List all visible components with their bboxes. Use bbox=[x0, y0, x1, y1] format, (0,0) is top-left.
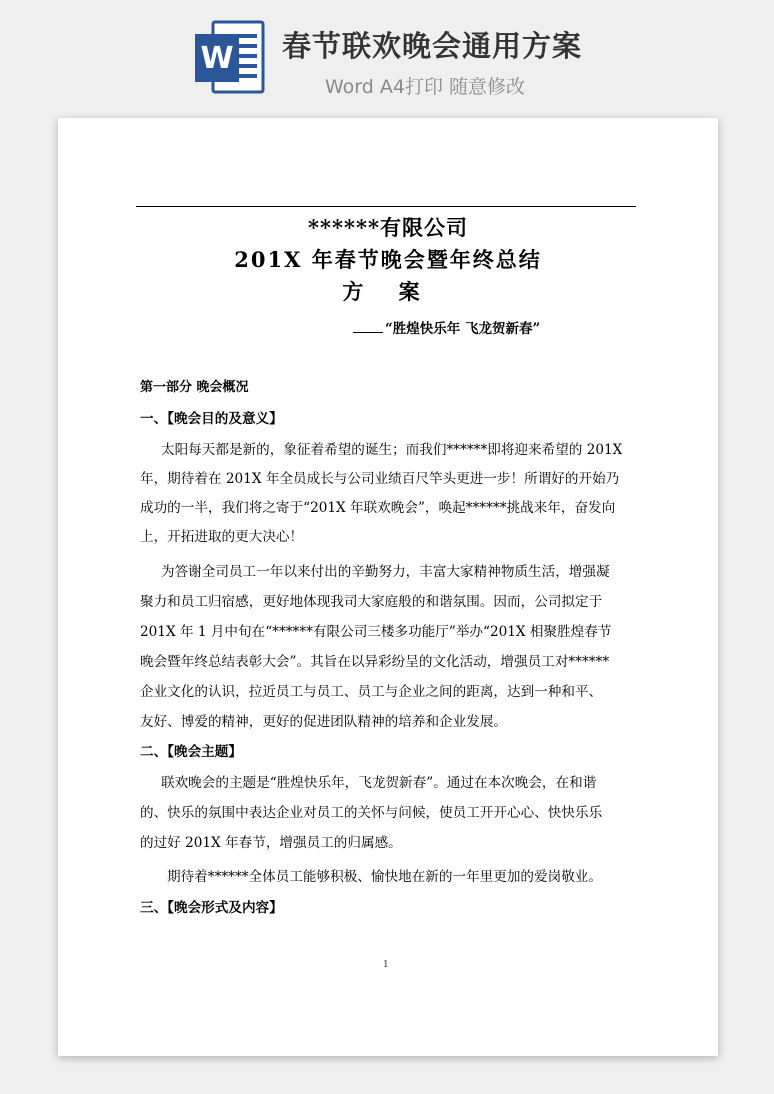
paragraph-line: 太阳每天都是新的，象征着希望的诞生；而我们******即将迎来希望的 201X bbox=[161, 442, 623, 458]
paragraph-line: 联欢晚会的主题是“胜煌快乐年，飞龙贺新春”。通过在本次晚会，在和谐 bbox=[161, 775, 597, 791]
doc-title-event: 201X 年春节晚会暨年终总结 bbox=[234, 247, 542, 272]
slogan-blank bbox=[353, 332, 383, 333]
paragraph-line: 企业文化的认识，拉近员工与员工、员工与企业之间的距离，达到一种和平、 bbox=[140, 684, 603, 700]
document-page bbox=[58, 118, 718, 1056]
paragraph-line: 期待着******全体员工能够积极、愉快地在新的一年里更加的爱岗敬业。 bbox=[167, 869, 602, 885]
paragraph-line: 年，期待着在 201X 年全员成长与公司业绩百尺竿头更进一步！所谓好的开始乃 bbox=[140, 471, 620, 487]
doc-title-company: ******有限公司 bbox=[308, 215, 468, 240]
banner-title: 春节联欢晚会通用方案 bbox=[282, 29, 583, 63]
paragraph-line: 聚力和员工归宿感，更好地体现我司大家庭般的和谐氛围。因而，公司拟定于 bbox=[140, 594, 603, 610]
section-heading: 三、【晚会形式及内容】 bbox=[140, 900, 283, 916]
paragraph-line: 成功的一半，我们将之寄于“201X 年联欢晚会”，唤起******挑战来年，奋发向 bbox=[140, 500, 616, 516]
paragraph-line: 上，开拓进取的更大决心！ bbox=[140, 529, 304, 545]
header-rule bbox=[136, 206, 636, 207]
paragraph-line: 的过好 201X 年春节，增强员工的归属感。 bbox=[140, 835, 402, 851]
header-banner bbox=[0, 0, 774, 110]
doc-title-plan: 方 案 bbox=[342, 279, 434, 304]
word-document-icon bbox=[193, 18, 265, 96]
section-heading: 二、【晚会主题】 bbox=[140, 744, 242, 760]
doc-slogan bbox=[353, 317, 540, 337]
part-heading: 第一部分 晚会概况 bbox=[140, 380, 249, 395]
word-icon-letter: W bbox=[200, 41, 234, 76]
section-heading: 一、【晚会目的及意义】 bbox=[140, 411, 283, 427]
paragraph-line: 201X 年 1 月中旬在“******有限公司三楼多功能厅”举办“201X 相聚胜煌春节 bbox=[140, 624, 612, 640]
paragraph-line: 的、快乐的氛围中表达企业对员工的关怀与问候，使员工开开心心、快快乐乐 bbox=[140, 805, 603, 821]
page-number: 1 bbox=[383, 960, 389, 970]
paragraph-line: 友好、博爱的精神，更好的促进团队精神的培养和企业发展。 bbox=[140, 714, 508, 730]
slogan-text: “胜煌快乐年 飞龙贺新春” bbox=[385, 321, 541, 337]
paragraph-line: 晚会暨年终总结表彰大会”。其旨在以异彩纷呈的文化活动，增强员工对****** bbox=[140, 654, 610, 670]
paragraph-line: 为答谢全司员工一年以来付出的辛勤努力，丰富大家精神物质生活，增强凝 bbox=[161, 564, 610, 580]
banner-subtitle: Word A4打印 随意修改 bbox=[325, 76, 526, 98]
